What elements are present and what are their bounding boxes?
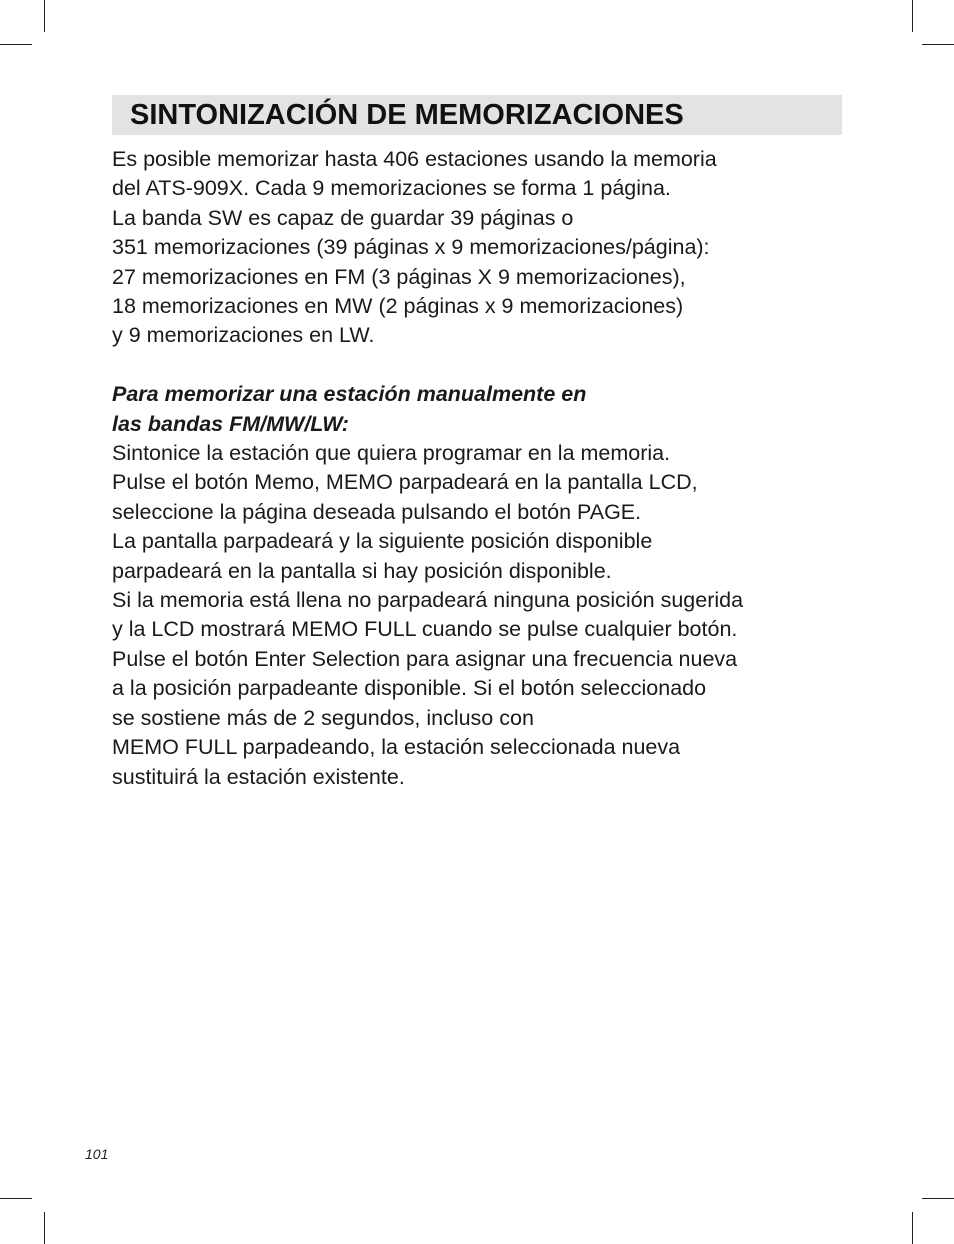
body-line: Si la memoria está llena no parpadeará ninguna posición sugerida — [112, 588, 744, 613]
crop-mark-top-left-horizontal — [0, 44, 32, 45]
procedure-paragraph — [112, 439, 842, 792]
body-line: La pantalla parpadeará y la siguiente posición disponible — [112, 529, 653, 554]
body-line: seleccione la página deseada pulsando el botón PAGE. — [112, 499, 642, 524]
document-body — [112, 145, 842, 792]
intro-line: y 9 memorizaciones en LW. — [112, 323, 375, 348]
subheading-line: Para memorizar una estación manualmente en — [112, 382, 587, 407]
paragraph-gap — [112, 351, 842, 380]
intro-paragraph — [112, 145, 842, 351]
procedure-subheading — [112, 380, 842, 439]
crop-mark-top-right-horizontal — [922, 44, 954, 45]
body-line: MEMO FULL parpadeando, la estación seleccionada nueva — [112, 735, 681, 760]
subheading-line: las bandas FM/MW/LW: — [112, 411, 349, 436]
page-number: 101 — [85, 1146, 109, 1162]
intro-line: del ATS-909X. Cada 9 memorizaciones se forma 1 página. — [112, 176, 671, 201]
body-line: sustituirá la estación existente. — [112, 764, 405, 789]
section-title: SINTONIZACIÓN DE MEMORIZACIONES — [130, 99, 684, 131]
intro-line: 18 memorizaciones en MW (2 páginas x 9 memorizaciones) — [112, 294, 684, 319]
crop-mark-top-right-vertical — [912, 0, 913, 32]
intro-line: Es posible memorizar hasta 406 estaciones usando la memoria — [112, 147, 717, 171]
crop-mark-bottom-right-horizontal — [922, 1198, 954, 1199]
intro-line: La banda SW es capaz de guardar 39 páginas o — [112, 205, 574, 230]
crop-mark-top-left-vertical — [44, 0, 45, 32]
intro-line: 351 memorizaciones (39 páginas x 9 memorizaciones/página): — [112, 235, 710, 260]
body-line: a la posición parpadeante disponible. Si el botón seleccionado — [112, 676, 707, 701]
body-line: Pulse el botón Enter Selection para asignar una frecuencia nueva — [112, 646, 738, 671]
body-line: Sintonice la estación que quiera programar en la memoria. — [112, 441, 671, 466]
crop-mark-bottom-left-vertical — [44, 1212, 45, 1244]
crop-mark-bottom-right-vertical — [912, 1212, 913, 1244]
intro-line: 27 memorizaciones en FM (3 páginas X 9 memorizaciones), — [112, 264, 686, 289]
crop-mark-bottom-left-horizontal — [0, 1198, 32, 1199]
body-line: parpadeará en la pantalla si hay posición disponible. — [112, 558, 612, 583]
body-line: se sostiene más de 2 segundos, incluso con — [112, 705, 534, 730]
body-line: Pulse el botón Memo, MEMO parpadeará en la pantalla LCD, — [112, 470, 698, 495]
section-title-bar — [112, 95, 842, 135]
body-line: y la LCD mostrará MEMO FULL cuando se pulse cualquier botón. — [112, 617, 738, 642]
